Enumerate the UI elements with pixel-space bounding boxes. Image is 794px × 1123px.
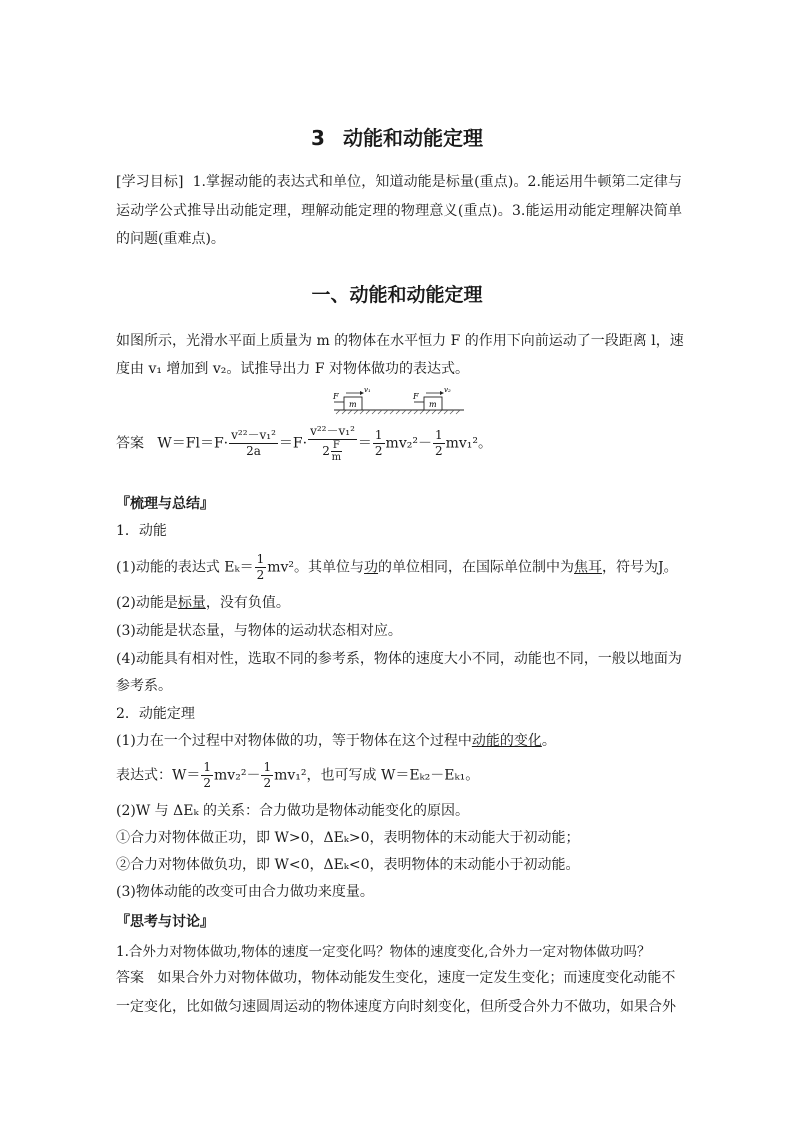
s2-case-2: ②合力对物体做负功，即 W<0，ΔEₖ<0，表明物体的末动能小于初动能。 [116,857,580,873]
answer-derivation: 答案 W＝Fl＝F· $\frac{\text{v²²－v₁²}}{2a}$ ＝F· v²²－v₁² 2 $\frac{F}{m}$ ＝ $\frac{1}{2}$ mv₂²－ $\frac{1}{2}$ mv₁²。 [116,424,493,463]
intro-line-1: 如图所示，光滑水平面上质量为 m 的物体在水平恒力 F 的作用下向前运动了一段距离 l，速 [116,333,684,349]
velocity-label-1: v₁ [364,386,371,394]
s2-case-1: ①合力对物体做正功，即 W>0，ΔEₖ>0，表明物体的末动能大于初动能； [116,830,580,846]
title-text: 动能和动能定理 [342,126,483,150]
page-title [0,122,794,151]
s2-expression: 表达式：W＝ $\frac{1}{2}$ mv₂²－ $\frac{1}{2}$ mv₁²，也可写成 W＝Eₖ₂－Eₖ₁。 [116,760,480,790]
s1-item-4-line2: 参考系。 [116,678,172,694]
section-number: 3 [311,126,325,150]
question-1: 1.合外力对物体做功,物体的速度一定变化吗？物体的速度变化,合外力一定对物体做功吗？ [116,944,651,960]
s1-item-2: (2)动能是标量，没有负值。 [116,595,290,611]
answer-1-line1: 答案 如果合外力对物体做功，物体动能发生变化，速度一定发生变化；而速度变化动能不 [116,970,676,986]
learning-objectives [116,168,682,254]
s1-item-1: (1)动能的表达式 Eₖ＝ $\frac{1}{2}$ mv²。其单位与功的单位相同，在国际单位制中为焦耳，符号为J。 [116,552,678,582]
formula-lhs: W＝Fl＝F· [157,435,229,452]
fraction-2: v²²－v₁² 2 $\frac{F}{m}$ [310,424,355,463]
objectives-text: 1.掌握动能的表达式和单位，知道动能是标量(重点)。2.能运用牛顿第二定律与运动学公式推导出动能定理，理解动能定理的物理意义(重点)。3.能运用动能定理解决简单的问题(重难点)。 [116,174,682,247]
objectives-label: [学习目标] [116,174,184,190]
intro-line-2: 度由 v₁ 增加到 v₂。试推导出力 F 对物体做功的表达式。 [116,361,470,377]
force-label-1: F [333,392,339,401]
s2-item-3: (3)物体动能的改变可由合力做功来度量。 [116,884,374,900]
section-heading: 一、动能和动能定理 [311,284,483,306]
answer-label: 答案 [116,435,144,452]
velocity-label-2: v₂ [444,386,451,394]
subsection-kinetic-energy: 1．动能 [116,523,167,539]
s1-item-3: (3)动能是状态量，与物体的运动状态相对应。 [116,623,402,639]
s1-item-4-line1: (4)动能具有相对性，选取不同的参考系，物体的速度大小不同，动能也不同，一般以地面为 [116,651,682,667]
block-diagram [330,384,466,418]
mass-label-1: m [349,400,357,409]
fraction-1: $\frac{\text{v²²－v₁²}}{2a}$ [231,428,276,458]
subsection-theorem: 2．动能定理 [116,706,195,722]
answer-1-line2: 一定变化，比如做匀速圆周运动的物体速度方向时刻变化，但所受合外力不做功，如果合外 [116,999,676,1015]
mass-label-2: m [429,400,437,409]
s2-item-1: (1)力在一个过程中对物体做的功，等于物体在这个过程中动能的变化。 [116,733,556,749]
s2-item-2: (2)W 与 ΔEₖ 的关系：合力做功是物体动能变化的原因。 [116,803,470,819]
summary-heading: 『梳理与总结』 [116,496,214,512]
discussion-heading: 『思考与讨论』 [116,914,214,930]
formula-mid: ＝F· [278,435,308,452]
force-label-2: F [413,392,419,401]
